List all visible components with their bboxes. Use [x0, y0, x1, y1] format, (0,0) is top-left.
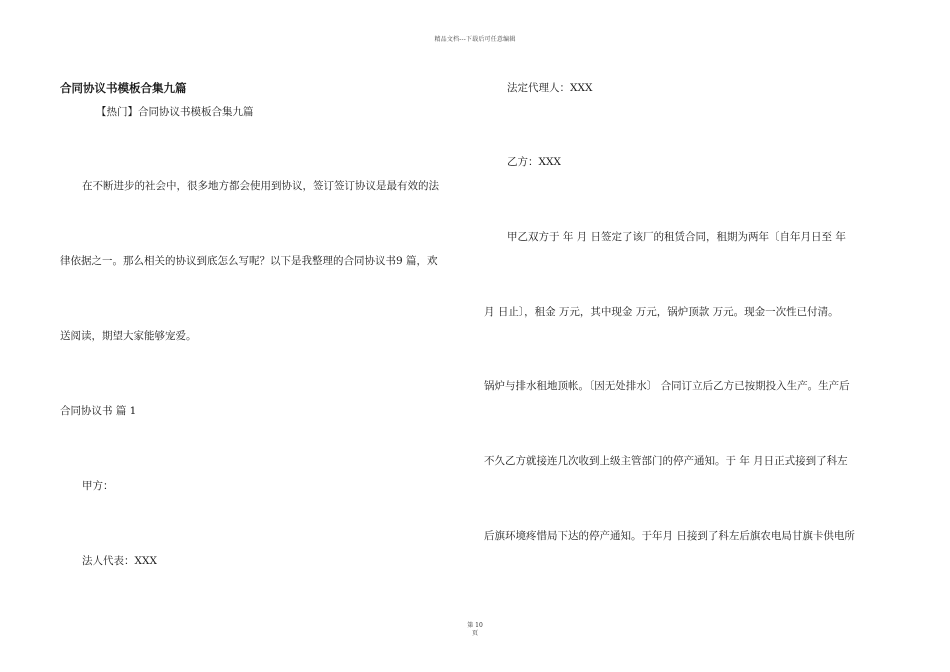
page-label-di: 第 — [467, 622, 474, 629]
section-heading: 合同协议书 篇 1 — [60, 405, 137, 417]
page-header: 精品文档---下载后可任意编辑 — [434, 36, 516, 43]
body-line-1: 甲乙双方于 年 月 日签定了该厂的租赁合同，租期为两年〔自年月日至 年 — [507, 231, 846, 243]
body-line-5: 后旗环境疼惜局下达的停产通知。于年月 日接到了科左后旗农电局甘旗卡供电所 — [484, 530, 855, 542]
document-subtitle: 【热门】合同协议书模板合集九篇 — [96, 106, 254, 118]
page-label-ye: 页 — [471, 630, 478, 637]
party-b-label: 乙方：XXX — [507, 156, 561, 168]
legal-agent: 法定代理人：XXX — [507, 82, 593, 94]
intro-line-3: 送阅读，期望大家能够宠爱。 — [60, 330, 197, 342]
page-number: 10 — [475, 622, 483, 629]
party-a-label: 甲方： — [82, 480, 114, 492]
legal-representative: 法人代表：XXX — [82, 555, 157, 567]
body-line-4: 不久乙方就接连几次收到上级主管部门的停产通知。于 年 月日正式接到了科左 — [484, 455, 848, 467]
intro-line-1: 在不断进步的社会中，很多地方都会使用到协议，签订签订协议是最有效的法 — [82, 180, 439, 192]
intro-line-2: 律依据之一。那么相关的协议到底怎么写呢？以下是我整理的合同协议书9 篇，欢 — [60, 255, 438, 267]
document-title: 合同协议书模板合集九篇 — [60, 81, 187, 95]
body-line-3: 锅炉与排水租地顶帐。〔因无处排水〕 合同订立后乙方已按期投入生产。生产后 — [484, 380, 850, 392]
body-line-2: 月 日止〕，租金 万元，其中现金 万元，锅炉顶款 万元。现金一次性已付清。 — [484, 306, 839, 318]
page-footer — [0, 622, 950, 638]
